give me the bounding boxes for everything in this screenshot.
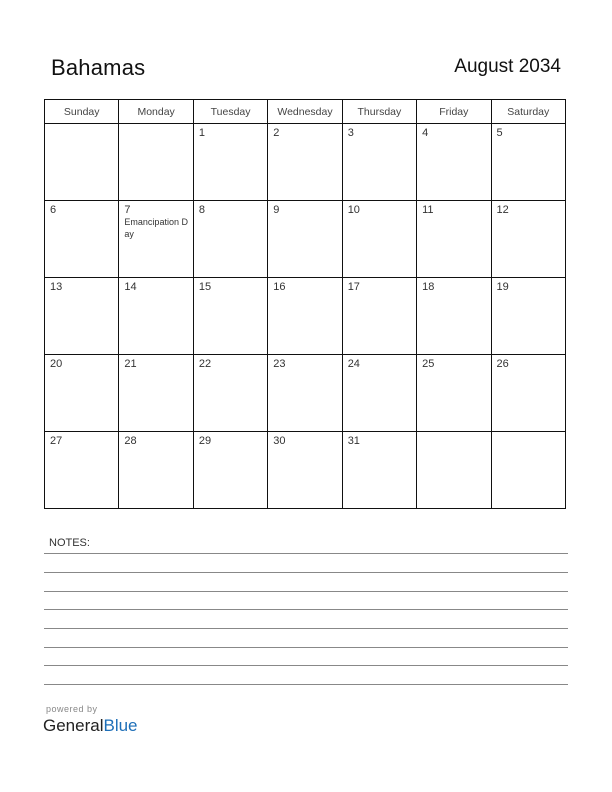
day-cell: [45, 124, 119, 201]
week-row: [45, 201, 566, 278]
day-number: 2: [273, 127, 280, 139]
day-cell: [342, 124, 416, 201]
notes-label: NOTES:: [49, 537, 90, 549]
day-number: 3: [347, 127, 354, 139]
day-number: [45, 124, 118, 127]
powered-by-text: powered by: [46, 704, 98, 714]
day-cell: [491, 432, 565, 509]
day-number: 26: [496, 358, 509, 370]
day-number: 9: [273, 204, 280, 216]
day-number: 1: [198, 127, 205, 139]
day-number: 17: [347, 281, 360, 293]
day-number: 16: [273, 281, 286, 293]
note-line: [44, 591, 568, 592]
day-number: [492, 432, 565, 435]
day-number: 29: [198, 435, 212, 447]
day-cell: [119, 124, 193, 201]
weekday-header-row: [45, 100, 566, 124]
note-line: [44, 628, 568, 629]
weekday-tuesday: Tuesday: [193, 100, 267, 124]
day-cell: [491, 355, 565, 432]
day-number: 14: [124, 281, 137, 293]
day-cell: [491, 278, 565, 355]
day-cell: [417, 355, 491, 432]
day-number: 25: [422, 358, 435, 370]
day-cell: [45, 432, 119, 509]
day-number: 31: [347, 435, 360, 447]
day-cell: [119, 201, 193, 278]
day-number: 24: [347, 358, 360, 370]
day-cell: [119, 278, 193, 355]
day-number: 30: [273, 435, 286, 447]
day-cell: [193, 201, 267, 278]
day-cell: [193, 278, 267, 355]
day-cell: [342, 355, 416, 432]
note-line: [44, 665, 568, 666]
day-cell: [268, 355, 342, 432]
day-cell: [417, 124, 491, 201]
day-cell: [491, 201, 565, 278]
day-number: 19: [496, 281, 509, 293]
day-cell: [193, 355, 267, 432]
day-cell: [268, 124, 342, 201]
day-number: 5: [496, 127, 503, 139]
day-cell: [268, 432, 342, 509]
day-cell: [491, 124, 565, 201]
day-cell: [45, 278, 119, 355]
day-cell: [342, 201, 416, 278]
day-number: 10: [347, 204, 360, 216]
day-cell: [45, 355, 119, 432]
note-line: [44, 553, 568, 554]
note-line: [44, 609, 568, 610]
note-line: [44, 572, 568, 573]
calendar-grid: [44, 99, 566, 509]
day-cell: [268, 201, 342, 278]
day-cell: [417, 432, 491, 509]
weekday-friday: Friday: [417, 100, 491, 124]
week-row: [45, 355, 566, 432]
month-year-title: August 2034: [454, 56, 561, 77]
brand-name-general: General: [43, 716, 104, 735]
day-number: 8: [198, 204, 205, 216]
day-number: 22: [198, 358, 212, 370]
week-row: [45, 124, 566, 201]
day-cell: [45, 201, 119, 278]
day-cell: [193, 432, 267, 509]
weekday-thursday: Thursday: [342, 100, 416, 124]
day-cell: [193, 124, 267, 201]
week-row: [45, 432, 566, 509]
day-number: 20: [50, 358, 63, 370]
holiday-event: Emancipation Day: [124, 217, 188, 239]
day-number: 23: [273, 358, 286, 370]
note-line: [44, 684, 568, 685]
day-number: 15: [198, 281, 212, 293]
weekday-wednesday: Wednesday: [268, 100, 342, 124]
day-number: 4: [422, 127, 429, 139]
weekday-sunday: Sunday: [45, 100, 119, 124]
day-cell: [417, 201, 491, 278]
day-number: [119, 124, 192, 127]
day-number: 21: [124, 358, 137, 370]
day-number: 18: [422, 281, 435, 293]
day-number: 12: [496, 204, 509, 216]
note-line: [44, 647, 568, 648]
day-cell: [119, 432, 193, 509]
country-title: Bahamas: [51, 55, 146, 80]
day-number: 28: [124, 435, 137, 447]
day-cell: [342, 278, 416, 355]
day-cell: [342, 432, 416, 509]
weekday-saturday: Saturday: [491, 100, 565, 124]
brand-name-blue: Blue: [103, 716, 138, 735]
day-cell: [268, 278, 342, 355]
day-cell: [417, 278, 491, 355]
day-number: 13: [50, 281, 63, 293]
weekday-monday: Monday: [119, 100, 193, 124]
day-number: 27: [50, 435, 63, 447]
day-number: 11: [422, 204, 434, 216]
brand-logo: [43, 716, 138, 736]
day-number: 7: [124, 204, 131, 216]
day-number: 6: [50, 204, 57, 216]
week-row: [45, 278, 566, 355]
day-cell: [119, 355, 193, 432]
day-number: [417, 432, 490, 435]
